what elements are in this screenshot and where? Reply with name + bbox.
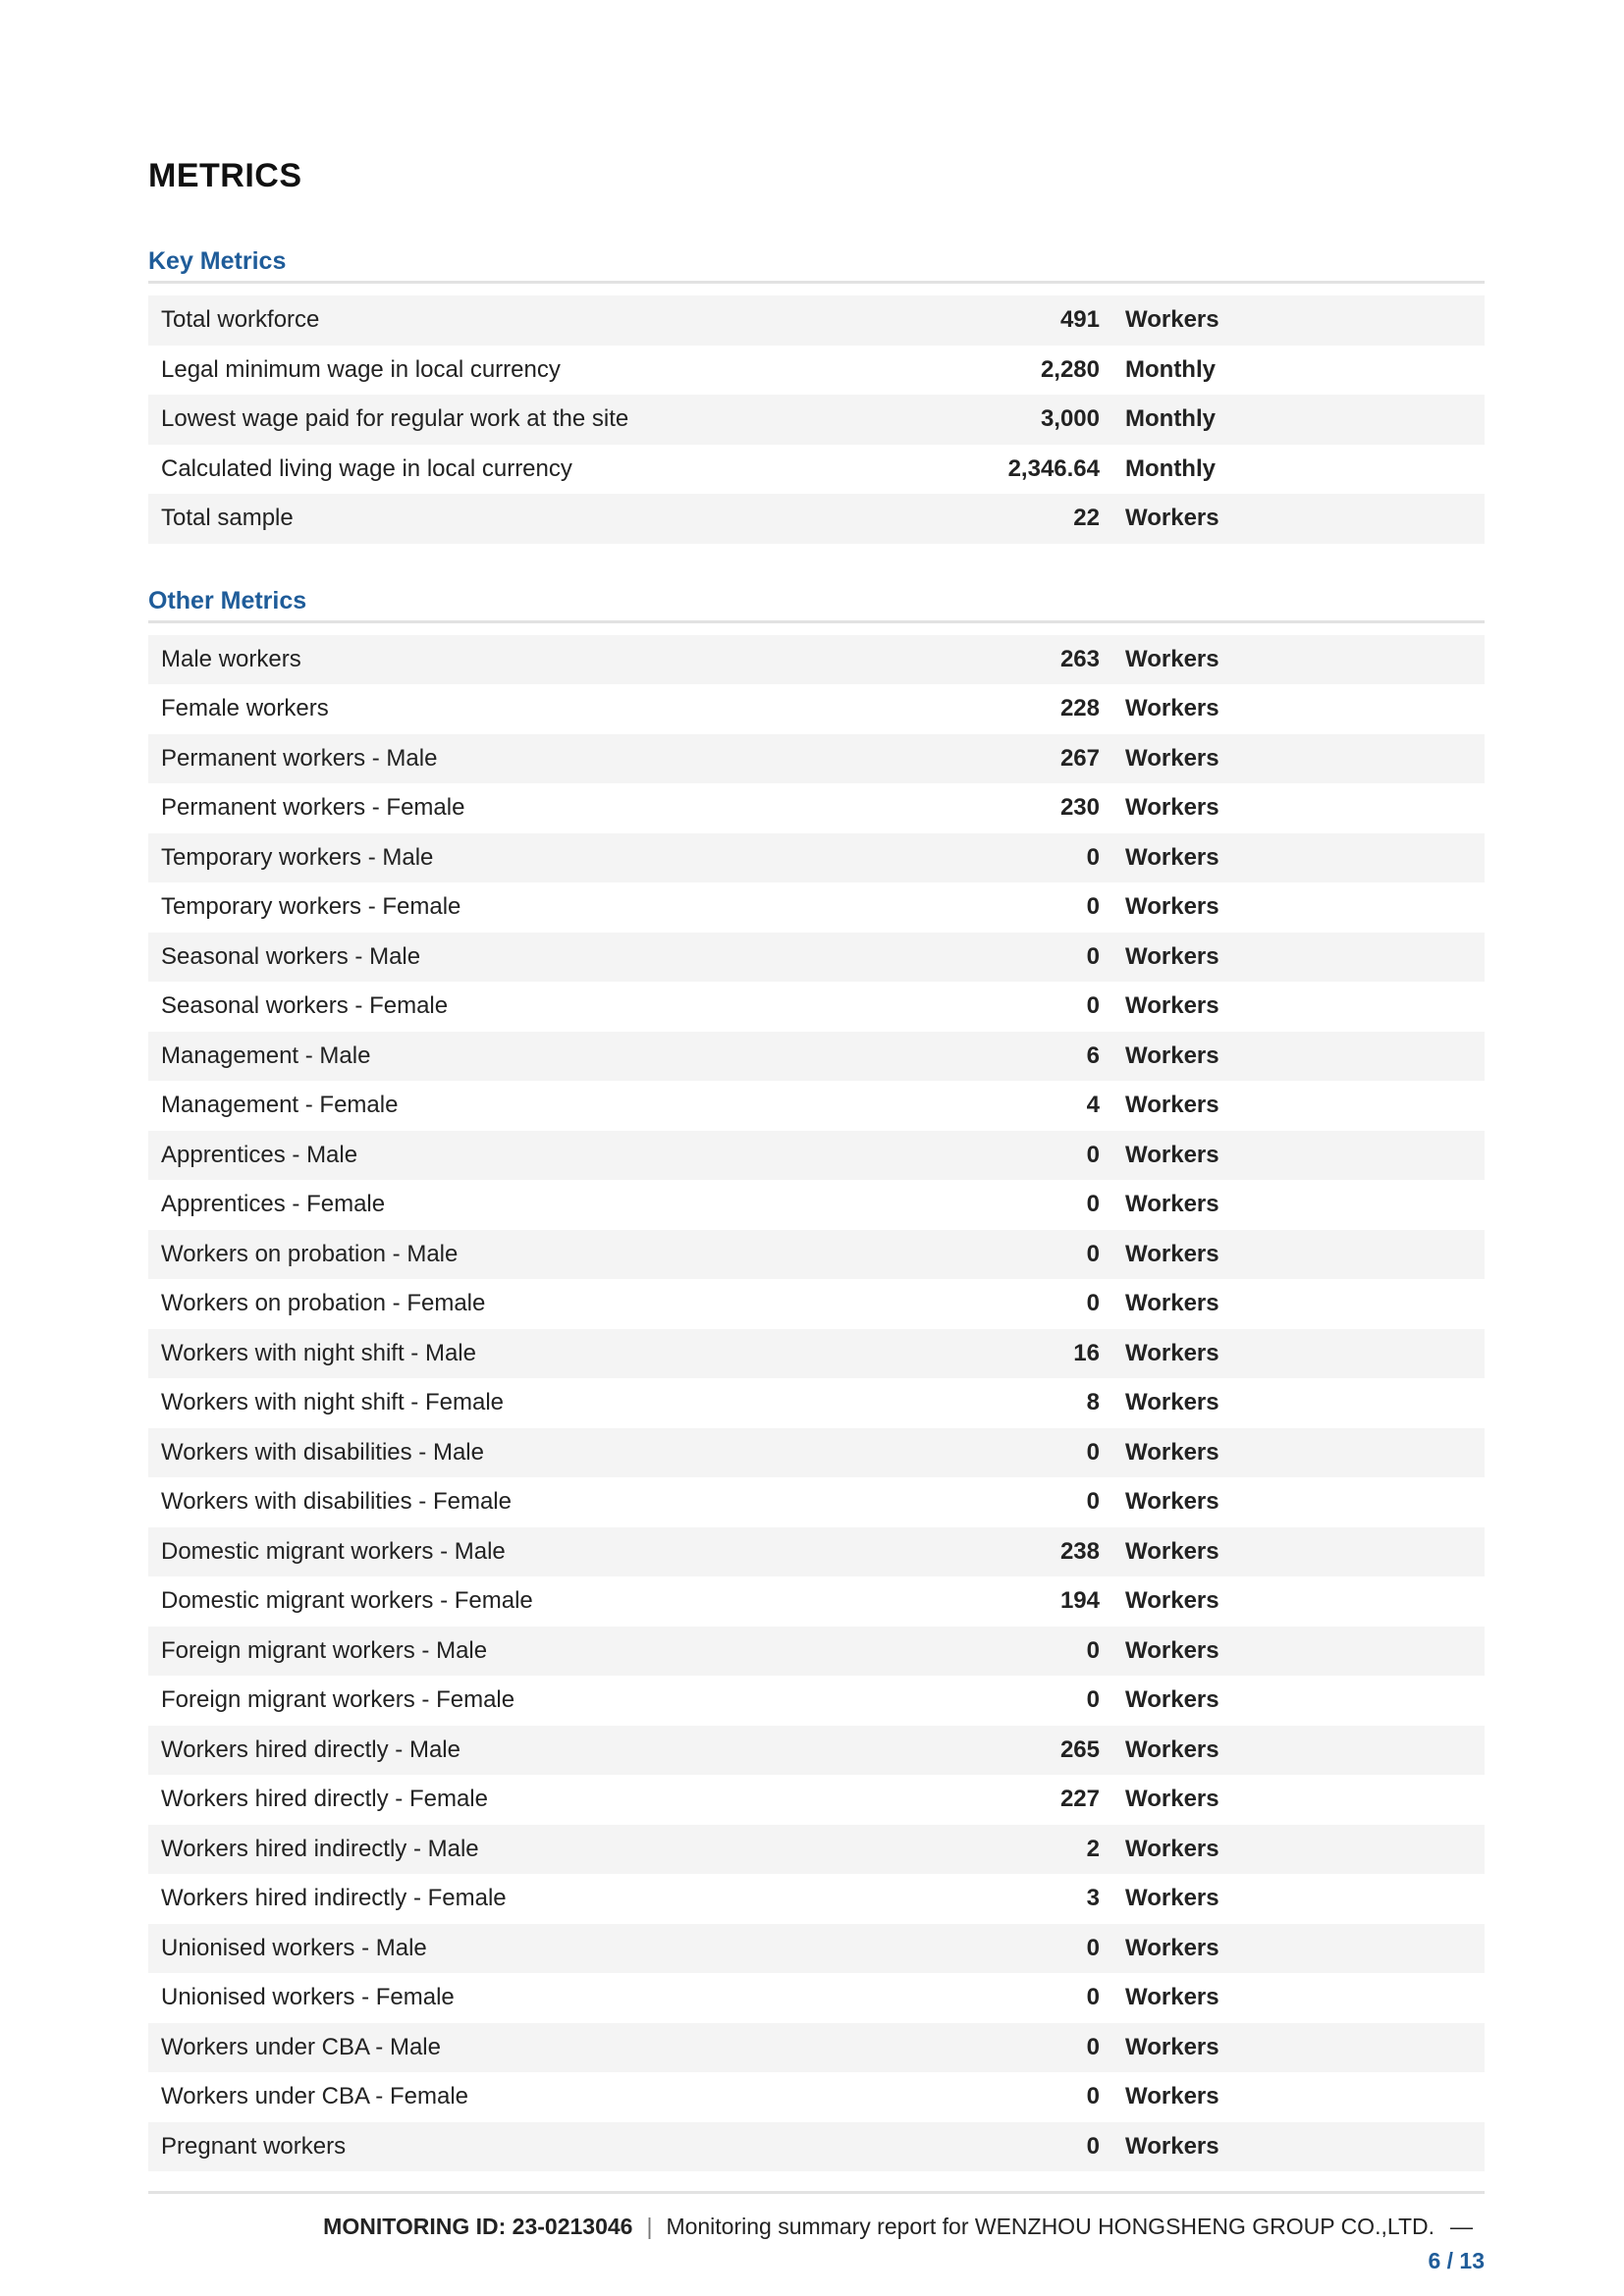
table-row [148,982,1485,1032]
metric-label: Female workers [161,695,329,722]
table-row [148,494,1485,544]
metric-unit: Workers [1125,2083,1219,2110]
metric-label: Management - Male [161,1041,371,1069]
metric-unit: Workers [1125,2132,1219,2160]
metric-value: 0 [1086,1141,1100,1168]
metric-label: Workers under CBA - Male [161,2033,441,2060]
metric-unit: Workers [1125,1735,1219,1763]
metric-unit: Workers [1125,1290,1219,1317]
table-row [148,1032,1485,1082]
metric-value: 0 [1086,2033,1100,2060]
metric-unit: Workers [1125,505,1219,532]
metric-unit: Monthly [1125,454,1216,482]
metric-value: 0 [1086,1438,1100,1466]
metric-value: 230 [1059,794,1100,822]
metric-value: 3,000 [1040,405,1100,433]
metric-label: Unionised workers - Male [161,1934,427,1961]
key-metrics-section [148,241,1485,544]
table-row [148,1131,1485,1181]
metric-label: Workers hired indirectly - Male [161,1835,479,1862]
document-page [148,147,1485,2171]
metric-label: Temporary workers - Female [161,893,461,921]
metric-unit: Workers [1125,2033,1219,2060]
table-row [148,1527,1485,1577]
table-row [148,1676,1485,1726]
table-row [148,933,1485,983]
metric-unit: Workers [1125,1092,1219,1119]
table-row [148,295,1485,346]
metric-value: 0 [1086,1290,1100,1317]
metric-value: 0 [1086,1636,1100,1664]
table-row [148,445,1485,495]
metric-unit: Workers [1125,1438,1219,1466]
monitoring-id: MONITORING ID: 23-0213046 [323,2214,633,2239]
metric-unit: Workers [1125,1984,1219,2011]
table-row [148,1081,1485,1131]
metric-label: Workers with disabilities - Female [161,1488,512,1516]
metric-value: 0 [1086,1488,1100,1516]
metric-label: Calculated living wage in local currency [161,454,572,482]
footer-separator: | [646,2214,653,2239]
metric-unit: Monthly [1125,405,1216,433]
metric-label: Legal minimum wage in local currency [161,355,561,383]
metric-unit: Workers [1125,942,1219,970]
table-row [148,1477,1485,1527]
metric-label: Workers with night shift - Female [161,1389,504,1416]
metric-label: Workers on probation - Male [161,1240,459,1267]
metric-label: Workers hired directly - Female [161,1786,488,1813]
metric-value: 265 [1059,1735,1100,1763]
table-row [148,1825,1485,1875]
metric-unit: Workers [1125,843,1219,871]
metric-value: 263 [1059,645,1100,672]
metric-unit: Workers [1125,1587,1219,1615]
table-row [148,2122,1485,2172]
metric-unit: Workers [1125,1835,1219,1862]
metric-label: Pregnant workers [161,2132,347,2160]
metric-unit: Workers [1125,1636,1219,1664]
metric-value: 0 [1086,1686,1100,1714]
table-row [148,783,1485,833]
metric-label: Workers with disabilities - Male [161,1438,484,1466]
footer-dash: — [1450,2214,1473,2239]
table-row [148,1627,1485,1677]
metric-label: Permanent workers - Female [161,794,465,822]
metric-label: Workers with night shift - Male [161,1339,476,1366]
metric-unit: Workers [1125,893,1219,921]
metric-unit: Workers [1125,1041,1219,1069]
metric-unit: Workers [1125,1389,1219,1416]
table-row [148,1378,1485,1428]
metric-label: Seasonal workers - Male [161,942,421,970]
metric-label: Unionised workers - Female [161,1984,455,2011]
table-row [148,346,1485,396]
metric-unit: Workers [1125,1339,1219,1366]
table-row [148,395,1485,445]
other-metrics-table [148,635,1485,2172]
metric-label: Foreign migrant workers - Male [161,1636,488,1664]
metric-value: 0 [1086,2083,1100,2110]
metric-value: 8 [1086,1389,1100,1416]
key-metrics-heading: Key Metrics [148,241,1485,284]
table-row [148,882,1485,933]
page-footer [148,2191,1485,2274]
table-row [148,635,1485,685]
metric-value: 0 [1086,893,1100,921]
metric-label: Domestic migrant workers - Female [161,1587,533,1615]
metric-value: 194 [1059,1587,1100,1615]
metric-unit: Workers [1125,1240,1219,1267]
footer-line [148,2214,1485,2240]
metric-value: 4 [1086,1092,1100,1119]
table-row [148,1973,1485,2023]
metric-label: Workers under CBA - Female [161,2083,468,2110]
metric-unit: Workers [1125,992,1219,1020]
metric-label: Total sample [161,505,294,532]
other-metrics-section [148,581,1485,2172]
table-row [148,1279,1485,1329]
table-row [148,1576,1485,1627]
table-row [148,1874,1485,1924]
table-row [148,1230,1485,1280]
metric-value: 0 [1086,1240,1100,1267]
metric-value: 16 [1073,1339,1100,1366]
metric-value: 3 [1086,1885,1100,1912]
metric-unit: Workers [1125,794,1219,822]
metric-value: 22 [1073,505,1100,532]
metric-label: Apprentices - Male [161,1141,358,1168]
page-title: METRICS [148,157,302,194]
table-row [148,734,1485,784]
metric-label: Male workers [161,645,301,672]
metric-value: 491 [1059,306,1100,334]
table-row [148,1428,1485,1478]
metric-unit: Workers [1125,744,1219,772]
metric-value: 0 [1086,2132,1100,2160]
metric-value: 6 [1086,1041,1100,1069]
metric-value: 267 [1059,744,1100,772]
metric-value: 238 [1059,1537,1100,1565]
table-row [148,833,1485,883]
metric-unit: Workers [1125,1141,1219,1168]
metric-unit: Workers [1125,1191,1219,1218]
metric-label: Temporary workers - Male [161,843,434,871]
metric-value: 2 [1086,1835,1100,1862]
page-number: 6 / 13 [1428,2248,1485,2273]
table-row [148,2023,1485,2073]
table-row [148,684,1485,734]
metric-value: 0 [1086,1934,1100,1961]
other-metrics-heading: Other Metrics [148,581,1485,623]
metric-label: Workers on probation - Female [161,1290,486,1317]
metric-value: 0 [1086,992,1100,1020]
metric-unit: Workers [1125,645,1219,672]
report-title: Monitoring summary report for WENZHOU HONGSHENG GROUP CO.,LTD. [666,2214,1435,2239]
metric-value: 0 [1086,1191,1100,1218]
table-row [148,2072,1485,2122]
metric-label: Permanent workers - Male [161,744,438,772]
metric-unit: Workers [1125,1786,1219,1813]
metric-value: 0 [1086,843,1100,871]
metric-unit: Workers [1125,695,1219,722]
metric-label: Domestic migrant workers - Male [161,1537,506,1565]
metric-unit: Workers [1125,1537,1219,1565]
metric-unit: Workers [1125,1686,1219,1714]
metric-unit: Workers [1125,306,1219,334]
table-row [148,1775,1485,1825]
key-metrics-table [148,295,1485,544]
metric-label: Workers hired directly - Male [161,1735,460,1763]
metric-label: Seasonal workers - Female [161,992,449,1020]
metric-label: Management - Female [161,1092,399,1119]
metric-value: 228 [1059,695,1100,722]
metric-value: 0 [1086,942,1100,970]
table-row [148,1726,1485,1776]
metric-value: 0 [1086,1984,1100,2011]
table-row [148,1924,1485,1974]
metric-unit: Workers [1125,1488,1219,1516]
metric-value: 2,346.64 [1007,454,1100,482]
table-row [148,1329,1485,1379]
metric-label: Foreign migrant workers - Female [161,1686,515,1714]
metric-value: 227 [1059,1786,1100,1813]
metric-value: 2,280 [1040,355,1100,383]
metric-label: Workers hired indirectly - Female [161,1885,507,1912]
table-row [148,1180,1485,1230]
metric-label: Total workforce [161,306,320,334]
metric-unit: Workers [1125,1934,1219,1961]
metric-unit: Monthly [1125,355,1216,383]
metric-label: Lowest wage paid for regular work at the site [161,405,629,433]
metric-label: Apprentices - Female [161,1191,386,1218]
metric-unit: Workers [1125,1885,1219,1912]
